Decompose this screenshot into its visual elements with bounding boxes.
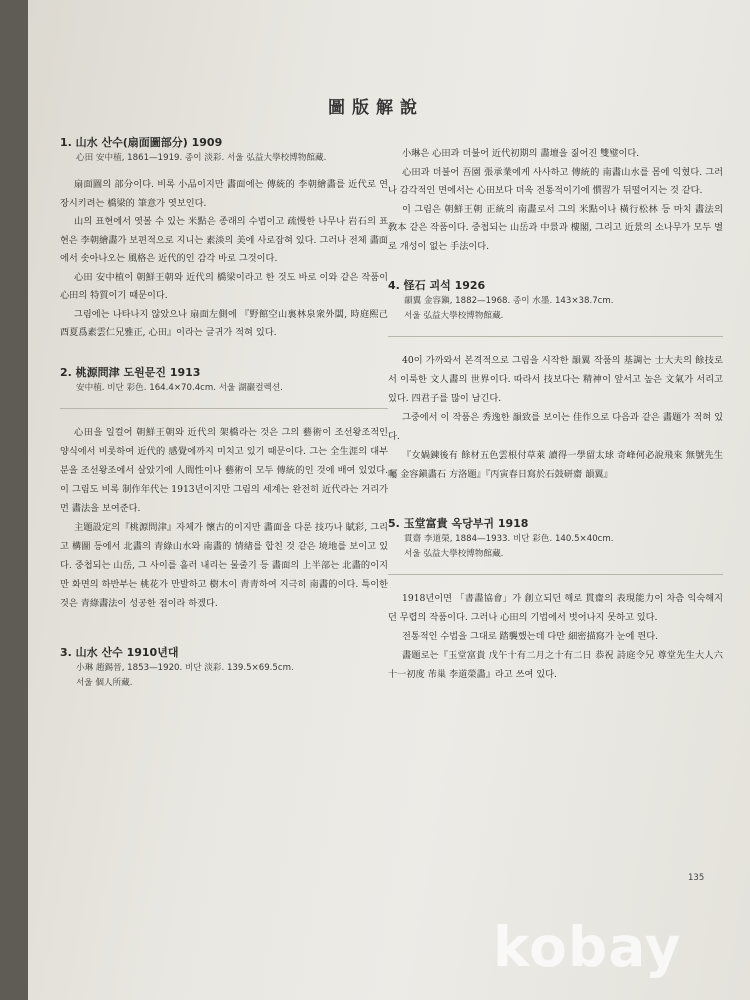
entry-heading: 3. 山水 산수 1910년대 — [60, 645, 179, 659]
entry-paragraph: 山의 표현에서 엿볼 수 있는 米點은 종래의 수법이고 疏慢한 나무나 岩石의 표현은 李朝繪畵가 보편적으로 지니는 素淡의 美에 사로잡혀 있다. 그러나 전체 畵面에서 솟아나오는 風格은 近代的인 감각 바로 그것이다. — [60, 216, 388, 264]
entry-credit: 韻翼 金容鎭, 1882—1968. 종이 水墨. 143×38.7cm. — [404, 296, 614, 306]
page-title: 圖版解說 — [328, 98, 424, 118]
entry-paragraph: 主題設定의『桃源問津』자체가 懷古的이지만 畵面을 다룬 技巧나 賦彩, 그리고 構圖 등에서 北畵의 青綠山水와 南畵的 情緖를 합친 것 같은 境地를 보이고 있다. 중첩되는 山岳, 그 사이를 흘러 내리는 물줄기 등 畵面의 上半部는 北畵的이지만 화면의 하반부는 桃花가 만발하고 樹木이 靑靑하여 지극히 南畵的이다. 특이한 것은 青綠畵法이 성공한 점이라 하겠다. — [60, 521, 388, 609]
entry-heading: 2. 桃源問津 도원문진 1913 — [60, 365, 201, 379]
page-number: 135 — [688, 873, 705, 883]
entry-heading: 4. 怪石 괴석 1926 — [388, 279, 486, 292]
entry-credit: 小琳 趙錫晉, 1853—1920. 비단 淡彩. 139.5×69.5cm. — [76, 662, 294, 673]
entry-paragraph: 1918년이면 「書畵協會」가 創立되던 해로 貫齋의 表現能力이 차츰 익숙해지던 무렵의 작품이다. 그러나 心田의 기법에서 벗어나지 못하고 있다. — [388, 593, 723, 623]
entry-paragraph: 小琳은 心田과 더불어 近代初期의 畵壇을 짊어진 雙璧이다. — [402, 148, 640, 159]
entry-paragraph: 心田을 일컬어 朝鮮王朝와 近代의 架橋라는 것은 그의 藝術이 조선왕조적인 양식에서 비롯하여 近代的 感覺에까지 미치고 있기 때문이다. 그는 全生涯의 대부분을 조선왕조에서 살았기에 人間性이나 藝術이 모두 傳統的인 것에 배여 있었다. 이 그림도 비록 制作年代는 1913년이지만 그림의 세계는 완전히 近代라는 거리가 먼 畵法을 보여준다. — [60, 426, 388, 514]
divider — [60, 408, 388, 409]
divider — [388, 574, 723, 575]
watermark-logo: kobay — [493, 915, 682, 979]
entry-paragraph: 畵題로는『玉堂富貴 戊午十有二月之十有二日 恭祝 詩庭令兄 尊堂先生大人六十一初度 芾巢 李道榮畵』라고 쓰여 있다. — [388, 650, 723, 680]
entry-paragraph: 心田과 더불어 吾園 張承業에게 사사하고 傳統的 南畵山水를 몸에 익혔다. 그러나 감각적인 면에서는 心田보다 더욱 전통적이기에 慣習가 뒤떨어지는 것 같다. — [388, 166, 723, 196]
entry-paragraph: 『女媧鍊後有 餘材五色雲根付草萊 讀得一學留太球 奇峰何必說飛來 無號先生囑 金容鎭畵石 方洛題』『丙寅春日寫於石鼓研齋 韻翼』 — [388, 450, 723, 480]
entry-credit: 서울 個人所藏. — [76, 677, 133, 688]
entry-credit: 安中植. 비단 彩色. 164.4×70.4cm. 서울 湖巖컬렉션. — [76, 382, 283, 393]
left-column — [60, 135, 388, 691]
entry-credit: 心田 安中植, 1861—1919. 종이 淡彩. 서울 弘益大學校博物館藏. — [76, 153, 327, 163]
entry-paragraph: 扇面圖의 部分이다. 비록 小品이지만 畵面에는 傳統的 李朝繪畵를 近代로 연장시키려는 橋梁的 筆意가 엿보인다. — [60, 179, 388, 209]
entry-credit: 貫齋 李道榮, 1884—1933. 비단 彩色. 140.5×40cm. — [404, 534, 614, 544]
catalog-page — [28, 0, 750, 1000]
entry-heading: 1. 山水 산수(扇面圖部分) 1909 — [60, 136, 223, 149]
divider — [388, 336, 723, 337]
entry-credit: 서울 弘益大學校博物館藏. — [404, 549, 504, 559]
entry-heading: 5. 玉堂富貴 옥당부귀 1918 — [388, 517, 529, 530]
entry-paragraph: 그중에서 이 작품은 秀逸한 韻致를 보이는 佳作으로 다음과 같은 畵題가 적혀 있다. — [388, 412, 723, 442]
entry-paragraph: 이 그림은 朝鮮王朝 正統의 南畵로서 그의 米點이나 橫行松林 등 마치 畵法의 敎本 같은 작품이다. 중첩되는 山岳과 中景과 樓閣, 그리고 近景의 소나무가 모두 별로 개성이 없는 手法이다. — [388, 203, 723, 252]
entry-credit: 서울 弘益大學校博物館藏. — [404, 311, 504, 321]
entry-paragraph: 그림에는 나타나지 않았으나 扇面左側에 『野館空山裏林泉衆外闆, 時庭熙己酉夏爲素雲仁兄雅正, 心田』이라는 글귀가 적혀 있다. — [60, 308, 388, 338]
entry-paragraph: 心田 安中植이 朝鮮王朝와 近代의 橋梁이라고 한 것도 바로 이와 같은 작품이 心田의 特質이기 때문이다. — [60, 271, 388, 301]
right-column — [388, 145, 723, 684]
entry-paragraph: 전통적인 수법을 그대로 踏襲했는데 다만 細密描寫가 눈에 띈다. — [402, 631, 658, 642]
entry-paragraph: 40이 가까와서 본격적으로 그림을 시작한 韻翼 작품의 基調는 士大夫의 餘技로서 이룩한 文人畵의 世界이다. 따라서 技보다는 精神이 앞서고 높은 文氣가 서리고 있다. 四君子를 많이 남긴다. — [388, 355, 723, 404]
